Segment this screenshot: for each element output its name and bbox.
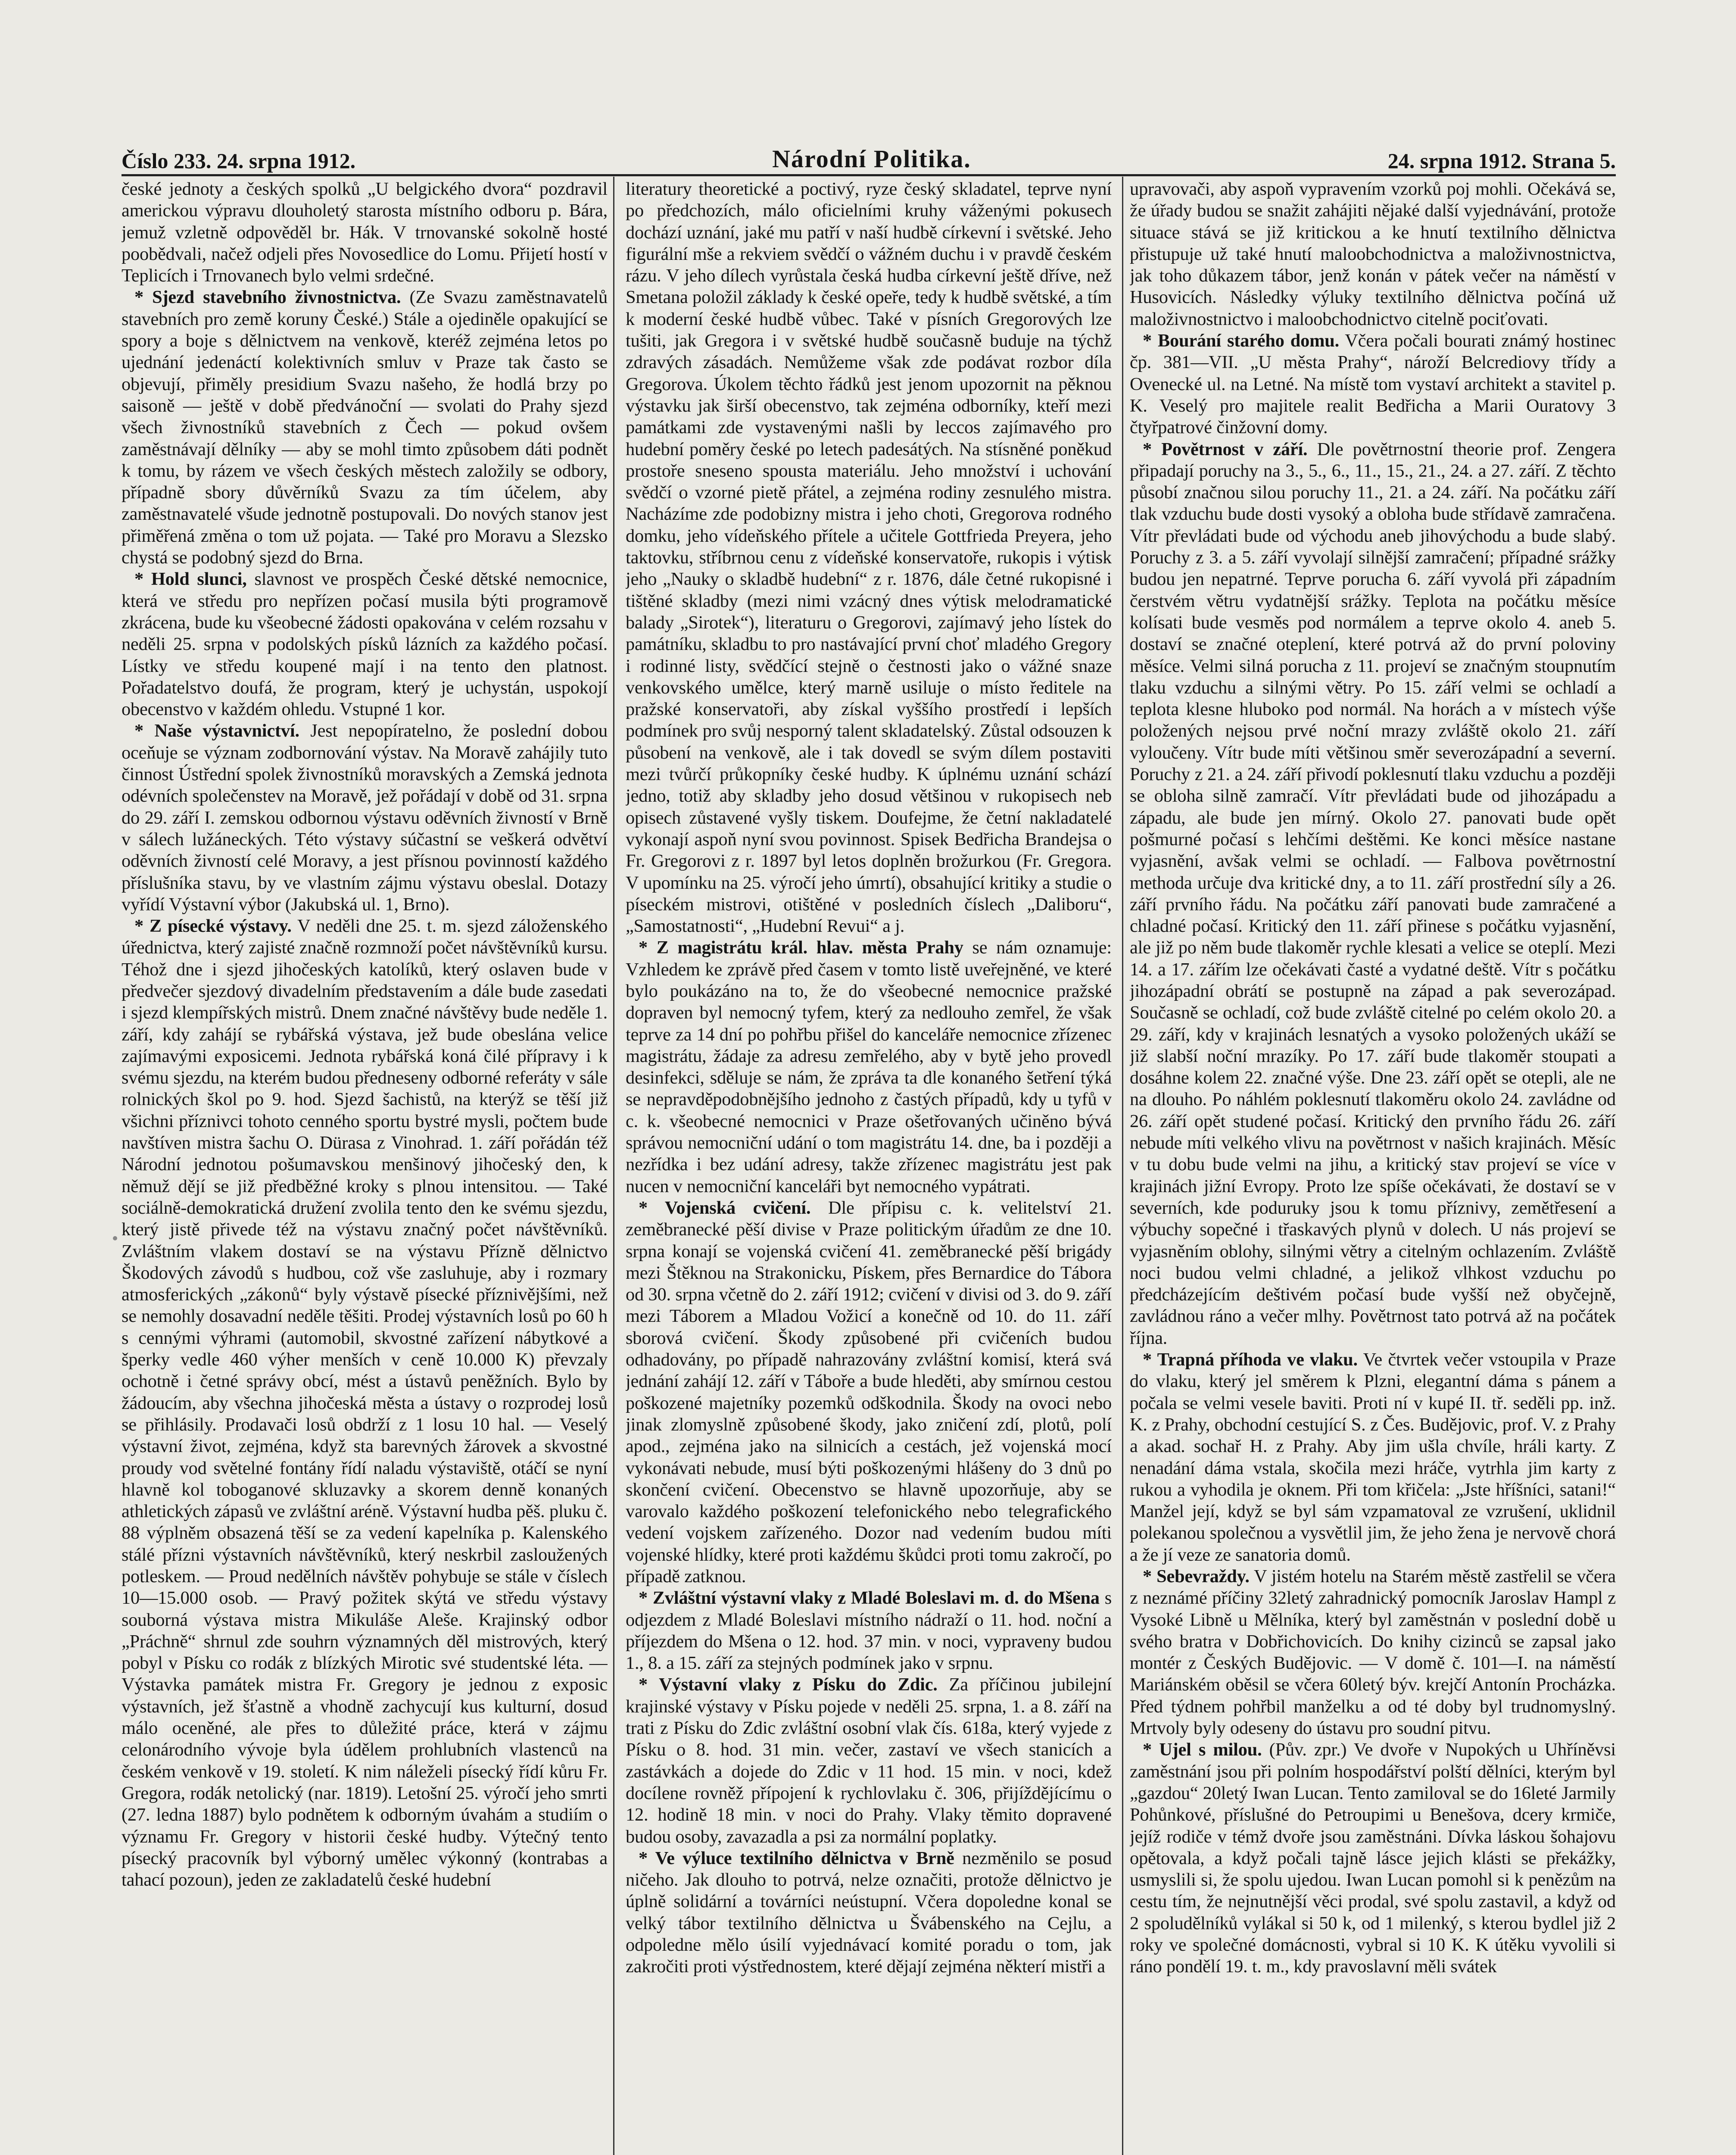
article-headline: * Bourání starého domu.	[1143, 331, 1339, 351]
article-headline: * Z písecké výstavy.	[134, 916, 292, 937]
article-headline: * Hold slunci,	[134, 569, 247, 590]
article-text: slavnost ve prospěch České dětské nemocnice, která ve středu pro nepřízen počasí musila býti programově zkrácena, bude ku všeobecné žádosti opakována v celém rozsahu v neděli 25. srpna v podolských písků lázních za každého počasí. Lístky ve středu koupené mají i na tento den platnost. Pořadatelstvo doufá, že program, který je uchystán, uspokojí obecenstvo v každém ohledu. Vstupné 1 kor.	[122, 569, 608, 720]
article-headline: * Ujel s milou.	[1143, 1740, 1262, 1760]
article-text: upravovači, aby aspoň vypravením vzorků poj mohli. Očekává se, že úřady budou se snažit zahájiti nějaké další vyjednávání, protože situace stává se již kritickou a ke hnutí textilního dělnictva přistupuje už také hnutí maloobchodnictva a maloživnostnictva, jak toho důkazem tábor, jenž konán v pátek večer na náměstí v Husovicích. Následky výluky textilního dělnictva počíná už maloživnostnictvo i maloobchodnictvo citelně pociťovati.	[1130, 179, 1616, 329]
article-text: V neděli dne 25. t. m. sjezd záloženského úřednictva, který zajisté značně rozmnoží počet návštěvníků kursu. Téhož dne i sjezd jihočeských katolíků, který oslaven bude v předvečer sjezdový divadelním představením a dále bude zasedati i sjezd klempířských mistrů. Dnem značné návštěvy bude neděle 1. září, kdy zahájí se rybářská výstava, jež bude obeslána velice zajímavými exposicemi. Jednota rybářská koná čilé přípravy i k svému sjezdu, na kterém budou předneseny odborné referáty v sále rolnických škol po 9. hod. Sjezd šachistů, na kterýž se těší již všichni příznivci tohoto cenného sportu bystré mysli, počtem bude navštíven mistra šachu O. Dürasa z Vinohrad. 1. září pořádán též Národní jednotou pošumavskou menšinový jihočeský den, k němuž dějí se již předběžné kroky s plnou intensitou. — Také sociálně-demokratická družení zvolila tento den ke svému sjezdu, který jistě přivede též na výstavu značný počet návštěvníků. Zvláštním vlakem dostaví se na výstavu Přízně dělnictvo Škodových závodů s hudbou, což vše zasluhuje, aby i rozmary atmosferických „zákonů“ byly výstavě písecké příznivějšími, než se nemohly dosavadní neděle těšiti. Prodej výstavních losů po 60 h s cennými výhrami (automobil, skvostné zařízení nábytkové a šperky vedle 460 výher menších v ceně 10.000 K) převzaly ochotně i četné správy obcí, mést a ústavů peněžních. Bylo by žádoucím, aby všechna jihočeská města a ústavy o rozprodej losů se přihlásily. Prodavači losů obdrží z 1 losu 10 hal. — Veselý výstavní život, zejména, když sta barevných žárovek a skvostné proudy vod světelné fontány řídí naladu výstaviště, otáčí se nyní hlavně kol toboganové skluzavky a skorem denně konaných athletických zápasů ve zvláštní aréně. Výstavní hudba pěš. pluku č. 88 výplněm obsazená těší se za vedení kapelníka p. Kalenského stálé přízni výstavních návštěvníků, který neskrbil zasloužených potleskem. — Proud nedělních návštěv pohybuje se stále v číslech 10—15.000 osob. — Pravý požitek skýtá ve středu výstavy souborná výstava mistra Mikuláše Aleše. Krajinský odbor „Práchně“ shrnul zde souhrn významných děl mistrových, který pobyl v Písku co rodák z blízkých Mirotic své studentské léta. — Výstavka památek mistra Fr. Gregory je jednou z exposic výstavních, jež šťastně a vhodně zachycují kus kulturní, dosud málo oceněné, ale přes to důležité práce, která v zájmu celonárodního vývoje byla údělem prohlubních vlastenců na českém venkově v 19. století. K nim náleželi písecký řídí kůru Fr. Gregora, rodák netolický (nar. 1819). Letošní 25. výročí jeho smrti (27. ledna 1887) bylo podnětem k odborným úvahám a studiím o významu Fr. Gregory v historii české hudby. Výtečný tento písecký pracovník byl výborný umělec výkonný (kontrabas a tahací pozoun), jeden ze zakladatelů české hudební	[122, 916, 608, 1890]
article-text: (Ze Svazu zaměstnavatelů stavebních pro země koruny České.) Stále a ojediněle opakující se spory a boje s dělnictvem na venkově, kteréž zejména letos po ujednání jedenáctí kolektivních smluv v Praze tak často se objevují, přiměly presidium Svazu našeho, že hodlá brzy po saisoně — ještě v době předvánoční — svolati do Prahy sjezd všech živnostníků stavebních z Čech — pokud ovšem zaměstnávají dělníky — aby se mohl timto způsobem dáti podnět k tomu, by rázem ve všech českých městech založily se odbory, případně sbory důvěrníků Svazu za tím účelem, aby zaměstnavatelé všude jednotně postupovali. Do nových stanov jest přiměřená změna o tom už pojata. — Také pro Moravu a Slezsko chystá se podobný sjezd do Brna.	[122, 287, 608, 568]
header-date-page: 24. srpna 1912. Strana 5.	[1387, 149, 1616, 173]
article-headline: * Z magistrátu král. hlav. města Prahy	[639, 937, 963, 958]
article-headline: * Sebevraždy.	[1143, 1566, 1250, 1587]
article	[626, 1587, 1112, 1674]
article-headline: * Trapná příhoda ve vlaku.	[1143, 1349, 1358, 1370]
article	[1130, 1566, 1616, 1739]
article-text: Ve čtvrtek večer vstoupila v Praze do vlaku, který jel směrem k Plzni, elegantní dáma s pánem a počala se velmi vesele baviti. Proti ní v kupé II. tř. seděli pp. inž. K. z Prahy, obchodní cestující S. z Čes. Budějovic, prof. V. z Prahy a akad. sochař H. z Prahy. Aby jim ušla chvíle, hráli karty. Z nenadání dáma vstala, skočila mezi hráče, vytrhla jim karty z rukou a vyhodila je oknem. Při tom křičela: „Jste hříšníci, satani!“ Manžel její, když se byl sám vzpamatoval ze vzrušení, uklidnil polekanou společnou a vysvětlil jim, že jeho žena je nervově chorá a že jí veze ze sanatoria domů.	[1130, 1349, 1616, 1565]
article-text: Dle přípisu c. k. velitelství 21. zeměbranecké pěší divise v Praze politickým úřadům ze dne 10. srpna konají se vojenská cvičení 41. zeměbranecké pěší brigády mezi Štěknou na Strakonicku, Pískem, přes Bernardice do Tábora od 30. srpna včetně do 2. září 1912; cvičení v divisi od 3. do 9. září mezi Táborem a Mladou Vožicí a konečně od 10. do 11. září sborová cvičení. Škody způsobené při cvičeních budou odhadovány, po případě nahrazovány zvláštní komisí, která svá jednání zahájí 12. září v Táboře a bude hleděti, aby smírnou cestou poškozené majetníky pozemků odškodnila. Škody na ovoci nebo jinak zlomyslně způsobené škody, jako zničení zdí, plotů, polí apod., zejména jako na silnicích a cestách, jež vojenská mocí vykonávati nebude, musí býti poškozenými hlášeny do 3 dnů po skončení cvičení. Obecenstvo se hlavně upozorňuje, aby se varovalo každého poškození telefonického nebo telegrafického vedení vojskem zařízeného. Dozor nad vedením budou míti vojenské hlídky, které proti každému škůdci proti tomu zakročí, po případě zatknou.	[626, 1197, 1112, 1587]
article	[1130, 330, 1616, 438]
article-headline: * Povětrnost v září.	[1143, 439, 1308, 459]
column-3	[1130, 178, 1616, 2155]
header-issue-date: Číslo 233. 24. srpna 1912.	[122, 149, 356, 173]
article	[626, 1674, 1112, 1847]
article	[1130, 1349, 1616, 1566]
article-text: (Pův. zpr.) Ve dvoře v Nupokých u Uhříněvsi zaměstnání jsou při polním hospodářství polští dělníci, kterým byl „gazdou“ 20letý Iwan Lucan. Tento zamiloval se do 16leté Jarmily Pohůnkové, příslušné do Petroupimi u Benešova, dcery krmiče, jejíž rodiče v témž dvoře jsou zaměstnáni. Dívka láskou šohajovu opětovala, a když počali tajně lásce jejich klásti se překážky, usmyslili si, že spolu ujedou. Iwan Lucan pomohl si k penězům na cestu tím, že nejnutnější věci prodal, své spolu zastavil, a když od 2 spoludělníků vylákal si 50 k, od 1 milenký, s kterou bydlel již 2 roky ve společné domácnosti, vybral si 10 K. K útěku vyvolili si ráno pondělí 19. t. m., kdy pravoslavní měli svátek	[1130, 1740, 1616, 1977]
article-text: české jednoty a českých spolků „U belgického dvora“ pozdravil americkou výpravu dlouholetý starosta místního odboru p. Bára, jemuž vzletně odpověděl br. Hák. V trnovanské sokolně hosté poobědvali, načež odjeli přes Novosedlice do Lomu. Přijetí hostí v Teplicích i Trnovanech bylo velmi srdečné.	[122, 179, 608, 286]
article-headline: * Zvláštní výstavní vlaky z Mladé Boleslavi m. d. do Mšena	[639, 1588, 1100, 1608]
column-divider-1	[613, 177, 614, 2155]
article-text: Včera počali bourati známý hostinec čp. 381—VII. „U města Prahy“, nároží Belcrediovy třídy a Ovenecké ul. na Letné. Na místě tom vystaví architekt a stavitel p. K. Veselý pro majitele realit Bedřicha a Marii Ouratovy 3 čtyřpatrové činžovní domy.	[1130, 331, 1616, 438]
article-text: literatury theoretické a poctivý, ryze český skladatel, teprve nyní po předchozích, málo oficielními kruhy váženými pokusech dochází uznání, jaké mu patří v naší hudbě církevní i světské. Jeho figurální mše a rekviem svědčí o vážném duchu i v pravdě českém rázu. V jeho dílech vyrůstala česká hudba církevní ještě dříve, než Smetana položil základy k české opeře, tedy k hudbě světské, a tím k moderní české hudbě vůbec. Také v písních Gregorových lze tušiti, jak Gregora i v světské hudbě současně buduje na týchž zdravých zásadách. Nemůžeme však zde podávat rozbor díla Gregorova. Úkolem těchto řádků jest jenom upozornit na pěknou výstavku jak širší obecenstvo, tak zejména odborníky, kteří mezi památkami zde vystavenými našli by leccos zajímavého pro hudební poměry české po letech padesátých. Na stísněné poněkud prostoře sneseno spousta materiálu. Jeho množství i uchování svědčí o vzorné pietě přátel, a zejména rodiny zesnulého mistra. Nacházíme zde podobizny mistra i jeho choti, Gregorova rodného domku, jeho vídeňského přítele a učitele Gottfrieda Preyera, jeho taktovku, stříbrnou cenu z vídeňské konservatoře, rukopis i výtisk jeho „Nauky o skladbě hudební“ z r. 1876, dále četné rukopisné i tištěné skladby (mezi nimi vzácný dnes výtisk melodramatické balady „Sirotek“), literaturu o Gregorovi, zajímavý jeho lístek do památníku, skladbu to pro nastávající první choť mladého Gregory i rodinné listy, svědčící stejně o čestnosti jako o vážné snaze venkovského umělce, který marně usiluje o místo ředitele na pražské konservatoři, aby získal vyššího prostředí i lepších podmínek pro svůj nesporný talent skladatelský. Zůstal odsouzen k působení na venkově, ale i tak dovedl se svým dílem postaviti mezi tvůrčí průkopníky české hudby. K úplnému uznání schází jedno, totiž aby skladby jeho dosud většinou v rukopisech neb opisech zůstavené vyšly tiskem. Doufejme, že četní nakladatelé vykonají aspoň nyní svou povinnost. Spisek Bedřicha Brandejsa o Fr. Gregorovi z r. 1897 byl letos doplněn brožurkou (Fr. Gregora. V upomínku na 25. výročí jeho úmrtí), obsahující kritiky a studie o píseckém mistrovi, otištěné v posledních číslech „Daliboru“, „Samostatnosti“, „Hudební Revui“ a j.	[626, 179, 1112, 937]
page-header	[122, 143, 1616, 173]
binding-hole-mark	[113, 1236, 117, 1240]
header-masthead: Národní Politika.	[772, 145, 971, 173]
article	[122, 720, 608, 915]
column-2	[626, 178, 1112, 2155]
article-text: V jistém hotelu na Starém městě zastřelil se včera z neznámé příčiny 32letý zahradnický pomocník Jaroslav Hampl z Vysoké Libně u Mělníka, který byl zaměstnán v poslední době u svého bratra v Dobřichovicích. Do knihy cizinců se zapsal jako montér z Českých Budějovic. — V domě č. 101—I. na náměstí Mariánském oběsil se včera 60letý býv. krejčí Antonín Procházka. Před týdnem pohřbil manželku a od té doby byl trudnomyslný. Mrtvoly byly odeseny do ústavu pro soudní pitvu.	[1130, 1566, 1616, 1739]
article-headline: * Ve výluce textilního dělnictva v Brně	[639, 1848, 954, 1868]
article	[122, 568, 608, 720]
article-headline: * Vojenská cvičení.	[639, 1197, 811, 1218]
article	[626, 1848, 1112, 1978]
article-text: s odjezdem z Mladé Boleslavi místního nádraží o 11. hod. noční a příjezdem do Mšena o 12. hod. 37 min. v noci, vypraveny budou 1., 8. a 15. září za stejných podmínek jako v srpnu.	[626, 1588, 1112, 1674]
article	[626, 937, 1112, 1197]
article-text: nezměnilo se posud ničeho. Jak dlouho to potrvá, nelze označiti, protože dělnictvo je úplně solidární a továrníci neústupní. Včera dopoledne konal se velký tábor textilního dělnictva u Švábenského na Cejlu, a odpoledne mělo úsilí vyjednávací komité poradu o tom, jak zakročiti proti výstřednostem, které dějají zejména některí mistři a	[626, 1848, 1112, 1977]
article-text: se nám oznamuje: Vzhledem ke zprávě před časem v tomto listě uveřejněné, ve které bylo poukázáno na to, že do všeobecné nemocnice pražské dopraven byl nemocný tyfem, který za nedlouho zemřel, že však teprve za 14 dní po pohřbu přišel do kanceláře nemocnice zřízenec magistrátu, žádaje za adresu zemřelého, aby v bytě jeho provedl desinfekci, sděluje se nám, že zpráva ta dle konaného šetření týká se nepravděpodobnějšího jednoho z častých případů, kdy u tyfů v c. k. všeobecné nemocnici v Praze ošetřovaných učiněno bývá správou nemocniční udání o tom magistrátu 14. dne, ba i později a nezřídka i bez udání adresy, takže zřízenec magistrátu jest pak nucen v nemocniční kanceláři byt nemocného vypátrati.	[626, 937, 1112, 1196]
header-rule	[122, 174, 1616, 176]
column-1	[122, 178, 608, 2155]
article-headline: * Výstavní vlaky z Písku do Zdic.	[639, 1674, 938, 1695]
article-headline: * Sjezd stavebního živnostnictva.	[134, 287, 401, 308]
article	[626, 1197, 1112, 1587]
article-text: Za příčinou jubilejní krajinské výstavy v Písku pojede v neděli 25. srpna, 1. a 8. září na trati z Písku do Zdic zvláštní osobní vlak čís. 618a, který vyjede z Písku o 8. hod. 31 min. večer, zastaví ve všech stanicích a zastávkách a dojede do Zdic v 11 hod. 15 min. v noci, kdež docílene rovněž přípojení k rychlovlaku č. 306, přijíždějícímu o 12. hodině 18 min. v noci do Prahy. Vlaky těmito dopravené budou osoby, zavazadla a psi za normální poplatky.	[626, 1674, 1112, 1847]
article	[1130, 439, 1616, 1349]
article-text: Dle povětrnostní theorie prof. Zengera připadají poruchy na 3., 5., 6., 11., 15., 21., 24. a 27. září. Z těchto působí značnou silou poruchy 11., 21. a 24. září. Na počátku září tlak vzduchu bude dosti vysoký a obloha bude střídavě zamračena. Vítr převládati bude od východu aneb jihovýchodu a bude slabý. Poruchy z 3. a 5. září vyvolají silnější zamračení; případné srážky budou jen nepatrné. Teprve porucha 6. září vyvolá při západním čerstvém větru vydatnější srážky. Teplota na počátku měsíce kolísati bude vesměs pod normálem a teprve okolo 4. aneb 5. dostaví se značné oteplení, které potrvá až do první poloviny měsíce. Velmi silná porucha z 11. projeví se značným stoupnutím tlaku vzduchu a silnými větry. Po 15. září velmi se ochladí a teplota klesne hluboko pod normál. Na horách a v místech výše položených nejsou prvé noční mrazy zvláště okolo 21. září vyloučeny. Vítr bude míti většinou směr severozápadní a severní. Poruchy z 21. a 24. září přivodí poklesnutí tlaku vzduchu a později se obloha silně zamračí. Vítr převládati bude od jihozápadu a západu, ale bude jen mírný. Okolo 27. panovati bude opět pošmurné počasí s lehčími deštěmi. Ke konci měsíce nastane vyjasnění, avšak velmi se ochladí. — Falbova povětrnostní methoda určuje dva kritické dny, a to 11. září prostřední síly a 26. září prvního řádu. Na počátku září panovati bude zamračené a chladné počasí. Kritický den 11. září přinese s počátku vyjasnění, ale již po něm bude tlakoměr rychle klesati a velice se oteplí. Mezi 14. a 17. zářím lze očekávati časté a vydatné deště. Vítr s počátku jihozápadní obrátí se postupně na západ a pak severozápad. Současně se ochladí, což bude zvláště citelné po celém okolo 20. a 29. září, kdy v krajinách lesnatých a vysoko položených ukáží se již slabší noční mrazíky. Po 17. září bude tlakoměr stoupati a dosáhne kolem 22. značné výše. Dne 23. září opět se otepli, ale ne na dlouho. Po náhlém poklesnutí tlakoměru okolo 24. zavládne od 26. září opět studené počasí. Kritický den prvního řádu 26. září nebude míti velkého vlivu na povětrnost v našich krajinách. Měsíc v tu dobu bude velmi na jihu, a kritický stav projeví se více v krajinách jižní Evropy. Proto lze spíše očekávati, že dostaví se v severních, kde poduruky jsou k tomu příznivy, zemětřesení a výbuchy sopečné i třaskavých plynů v dolech. U nás projeví se vyjasněním oblohy, silnými větry a citelným ochlazením. Zvláště noci budou velmi chladné, a jelikož vlhkost vzduchu po předcházejícím deštivém počasí bude vyšší než obyčejně, zavládnou ráno a večer mlhy. Povětrnost tato potrvá až na počátek října.	[1130, 439, 1616, 1348]
article-headline: * Naše výstavnictví.	[134, 721, 299, 741]
article	[122, 287, 608, 568]
column-divider-2	[1122, 177, 1123, 2155]
article	[1130, 1739, 1616, 1977]
article	[122, 915, 608, 1891]
article-text: Jest nepopíratelno, že poslední dobou oceňuje se význam zodbornování výstav. Na Moravě zahájily tuto činnost Ústřední spolek živnostníků moravských a Zemská jednota odévních společenstev na Moravě, jež pořádají v době od 31. srpna do 29. září I. zemskou odbornou výstavu oděvních živností v Brně v sálech lužáneckých. Této výstavy súčastní se veškerá odvětví oděvních živností celé Moravy, a jest přísnou povinností každého příslušníka stavu, by ve vlastním zájmu výstavu obeslal. Dotazy vyřídí Výstavní výbor (Jakubská ul. 1, Brno).	[122, 721, 608, 915]
